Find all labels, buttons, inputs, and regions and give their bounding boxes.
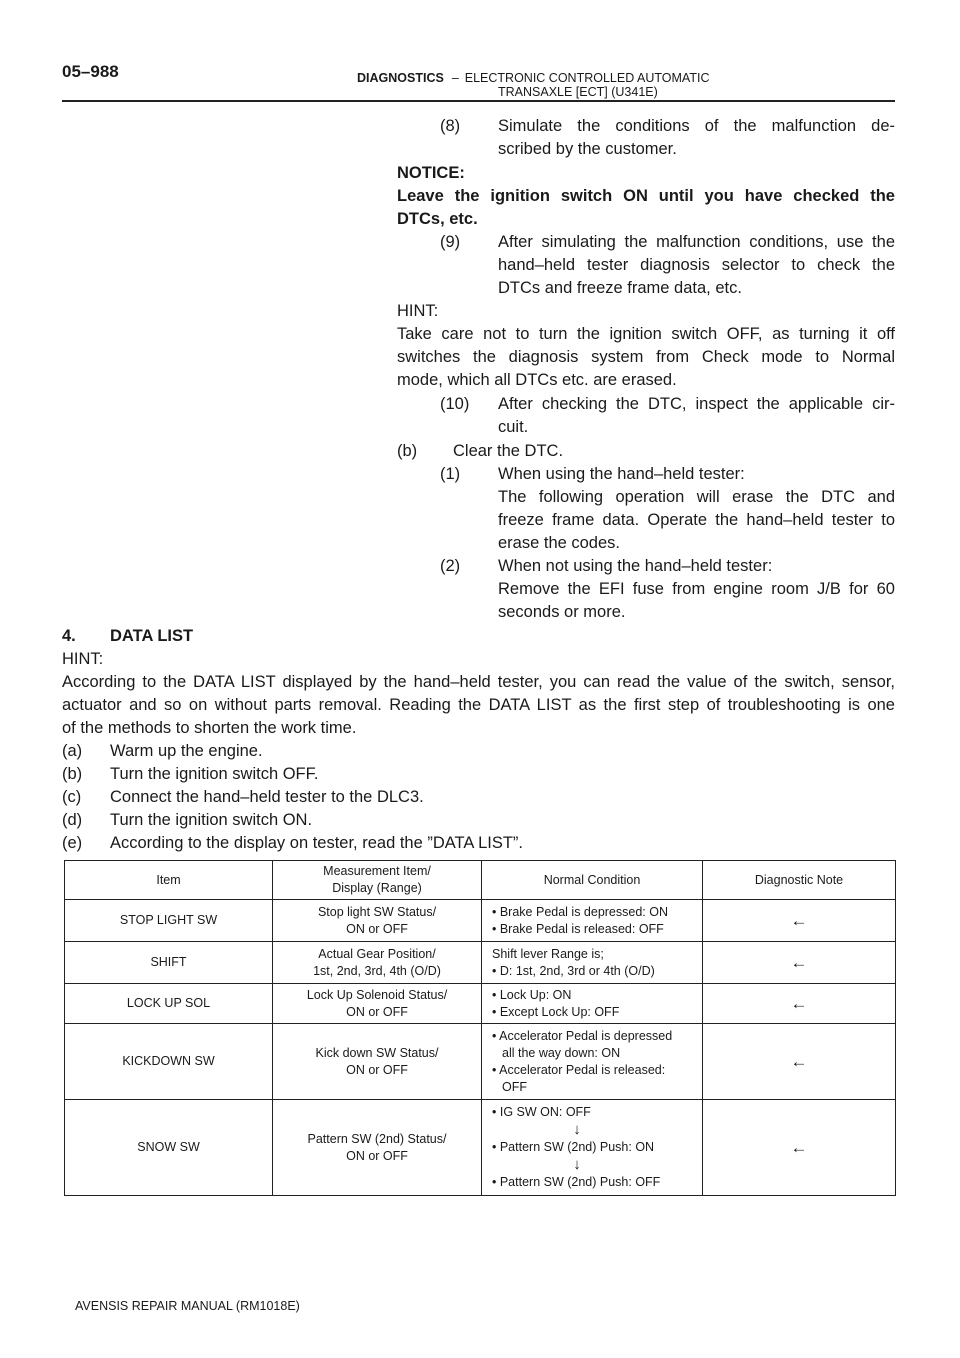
row-measurement-line2: ON or OFF (346, 921, 408, 936)
row-measurement-line2: 1st, 2nd, 3rd, 4th (O/D) (313, 963, 441, 978)
condition-line: OFF (502, 1079, 527, 1094)
table-row (65, 1024, 896, 1100)
row-measurement-line1: Stop light SW Status/ (317, 904, 437, 919)
step-b1-line3: erase the codes. (498, 534, 620, 552)
step-8-line2: scribed by the customer. (498, 140, 677, 158)
row-normal-condition (482, 900, 703, 942)
step-9-line3: DTCs and freeze frame data, etc. (498, 279, 742, 297)
section-title-line2: TRANSAXLE [ECT] (U341E) (498, 85, 658, 99)
row-measurement-line1: Actual Gear Position/ (318, 946, 436, 961)
step-b-list-text: Turn the ignition switch OFF. (110, 765, 319, 783)
row-diagnostic-note: ← (703, 900, 896, 942)
step-d-text: Turn the ignition switch ON. (110, 811, 313, 829)
down-arrow-icon: ↓ (573, 1121, 581, 1138)
step-9-line1: After simulating the malfunction conditions, use the (498, 233, 895, 251)
condition-line: • Accelerator Pedal is depressed (492, 1028, 673, 1043)
step-b1-line1: The following operation will erase the DTC and (498, 488, 895, 506)
section-title-line1: ELECTRONIC CONTROLLED AUTOMATIC (464, 71, 710, 85)
step-8-line1: Simulate the conditions of the malfunction de- (498, 117, 895, 135)
row-measurement (273, 1100, 482, 1196)
condition-line: • Except Lock Up: OFF (492, 1004, 620, 1019)
hint-label: HINT: (397, 302, 439, 320)
row-measurement (273, 900, 482, 942)
row-measurement (273, 942, 482, 984)
condition-line: Shift lever Range is; (492, 946, 604, 961)
data-list-hint-line3: of the methods to shorten the work time. (62, 719, 357, 737)
step-b1-line2: freeze frame data. Operate the hand–held tester to (498, 511, 895, 529)
row-measurement-line2: ON or OFF (346, 1062, 408, 1077)
condition-line: • D: 1st, 2nd, 3rd or 4th (O/D) (492, 963, 655, 978)
condition-line: • Accelerator Pedal is released: (492, 1062, 666, 1077)
condition-line: • IG SW ON: OFF (492, 1105, 591, 1119)
row-measurement-line2: ON or OFF (346, 1148, 408, 1163)
section-name: DIAGNOSTICS (357, 71, 444, 85)
row-measurement-line1: Pattern SW (2nd) Status/ (307, 1131, 447, 1146)
data-list-table (64, 860, 896, 1196)
step-b1-number: (1) (440, 465, 461, 483)
row-normal-condition (482, 942, 703, 984)
step-b2-number: (2) (440, 557, 461, 575)
header-dash: – (451, 71, 459, 85)
row-measurement-line1: Kick down SW Status/ (315, 1045, 439, 1060)
step-b1-text: When using the hand–held tester: (498, 465, 745, 483)
table-header-row (65, 861, 896, 900)
row-normal-condition (482, 1100, 703, 1196)
row-normal-condition (482, 984, 703, 1024)
step-b2-line1: Remove the EFI fuse from engine room J/B for 60 (498, 580, 895, 598)
hint-line2: switches the diagnosis system from Check mode to Normal (397, 348, 895, 366)
step-a-number: (a) (62, 742, 83, 760)
step-b2-line2: seconds or more. (498, 603, 626, 621)
footer: AVENSIS REPAIR MANUAL (RM1018E) (75, 1299, 300, 1313)
condition-line: all the way down: ON (502, 1045, 621, 1060)
step-c-number: (c) (62, 788, 82, 806)
page-number: 05–988 (62, 62, 119, 81)
step-9-line2: hand–held tester diagnosis selector to check the (498, 256, 895, 274)
hint-line1: Take care not to turn the ignition switch OFF, as turning it off (397, 325, 895, 343)
row-item: KICKDOWN SW (65, 1024, 273, 1100)
row-diagnostic-note: ← (703, 984, 896, 1024)
data-list-hint-line1: According to the DATA LIST displayed by the hand–held tester, you can read the value of the switch, sensor, (62, 673, 895, 691)
data-list-hint-line2: actuator and so on without parts removal. Reading the DATA LIST as the first step of troubleshooting is one (62, 696, 895, 714)
header-diagnostic-note: Diagnostic Note (703, 861, 896, 900)
step-10-line2: cuit. (498, 418, 529, 436)
step-d-number: (d) (62, 811, 83, 829)
header-measurement-line1: Measurement Item/ (323, 864, 431, 878)
notice-line2: DTCs, etc. (397, 210, 478, 228)
step-10-line1: After checking the DTC, inspect the applicable cir- (498, 395, 895, 413)
header-measurement (273, 861, 482, 900)
row-item: SHIFT (65, 942, 273, 984)
hint-line3: mode, which all DTCs etc. are erased. (397, 371, 677, 389)
data-list-heading: DATA LIST (110, 627, 194, 645)
row-normal-condition (482, 1024, 703, 1100)
condition-line: • Pattern SW (2nd) Push: OFF (492, 1175, 661, 1189)
row-measurement (273, 1024, 482, 1100)
condition-line: • Lock Up: ON (492, 987, 572, 1002)
row-item: STOP LIGHT SW (65, 900, 273, 942)
row-diagnostic-note: ← (703, 942, 896, 984)
step-c-text: Connect the hand–held tester to the DLC3. (110, 788, 424, 806)
step-b2-text: When not using the hand–held tester: (498, 557, 773, 575)
notice-line1: Leave the ignition switch ON until you have checked the (397, 187, 895, 205)
step-10-number: (10) (440, 395, 470, 413)
step-9-number: (9) (440, 233, 461, 251)
table-row (65, 900, 896, 942)
condition-line: • Brake Pedal is released: OFF (492, 921, 664, 936)
header-normal-condition: Normal Condition (482, 861, 703, 900)
table-row (65, 942, 896, 984)
row-item: LOCK UP SOL (65, 984, 273, 1024)
data-list-hint-label: HINT: (62, 650, 104, 668)
row-measurement (273, 984, 482, 1024)
step-b-number: (b) (397, 442, 418, 460)
row-diagnostic-note: ← (703, 1024, 896, 1100)
header-measurement-line2: Display (Range) (332, 881, 422, 895)
row-diagnostic-note: ← (703, 1100, 896, 1196)
table-row (65, 1100, 896, 1196)
row-measurement-line1: Lock Up Solenoid Status/ (306, 987, 448, 1002)
header-rule (62, 100, 895, 102)
row-item: SNOW SW (65, 1100, 273, 1196)
condition-line: • Pattern SW (2nd) Push: ON (492, 1140, 655, 1154)
step-e-number: (e) (62, 834, 83, 852)
step-a-text: Warm up the engine. (110, 742, 263, 760)
step-8-number: (8) (440, 117, 461, 135)
table-row (65, 984, 896, 1024)
header-title (357, 72, 709, 85)
step-e-text: According to the display on tester, read the ”DATA LIST”. (110, 834, 524, 852)
row-measurement-line2: ON or OFF (346, 1004, 408, 1019)
step-b-list-number: (b) (62, 765, 83, 783)
notice-label: NOTICE: (397, 164, 465, 182)
step-b-text: Clear the DTC. (453, 442, 564, 460)
data-list-number: 4. (62, 627, 76, 645)
condition-line: • Brake Pedal is depressed: ON (492, 904, 668, 919)
down-arrow-icon: ↓ (573, 1156, 581, 1173)
header-item: Item (65, 861, 273, 900)
